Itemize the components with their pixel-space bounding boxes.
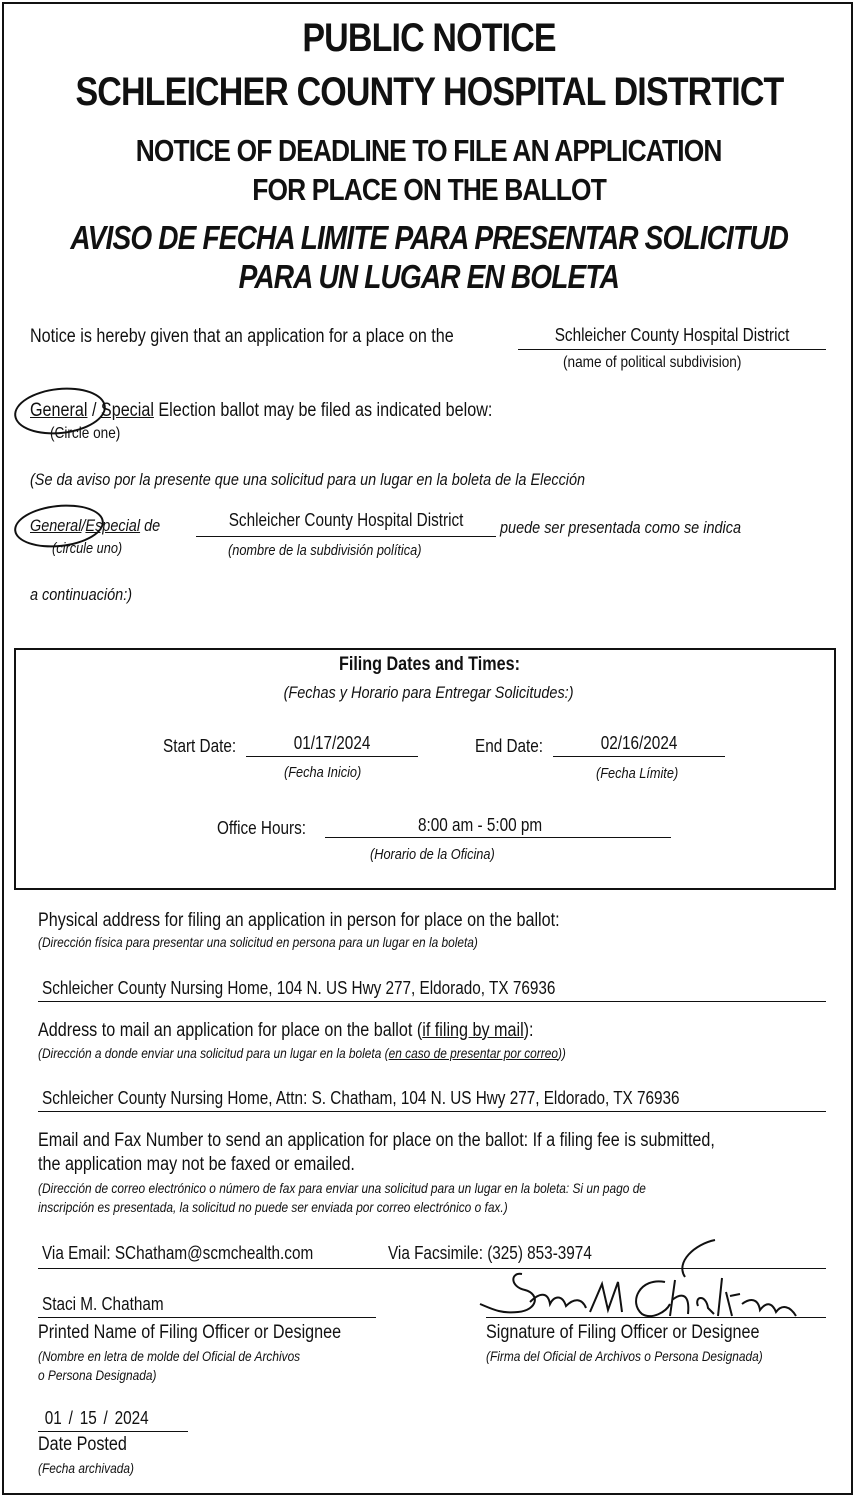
officer-name-value: Staci M. Chatham — [42, 1294, 164, 1314]
end-date-caption: (Fecha Límite) — [596, 765, 679, 782]
date-posted-day: 15 — [79, 1408, 97, 1428]
election-type-line — [30, 400, 574, 422]
end-date-line — [553, 756, 725, 757]
circle-caption: (Circle one) — [50, 425, 121, 442]
option-general: General — [30, 400, 88, 421]
physical-address-line — [38, 1001, 826, 1002]
office-hours-caption: (Horario de la Oficina) — [370, 846, 495, 863]
mail-address-value: Schleicher County Nursing Home, Attn: S. Chatham, 104 N. US Hwy 277, Eldorado, TX 76936 — [42, 1088, 680, 1108]
office-hours-label: Office Hours: — [217, 818, 307, 838]
email-fax-label-2: the application may not be faxed or emailed. — [38, 1154, 355, 1175]
election-text: Election ballot may be filed as indicated below: — [158, 400, 493, 421]
subdivision-value: Schleicher County Hospital District — [554, 325, 790, 345]
header-notice-deadline: NOTICE OF DEADLINE TO FILE AN APPLICATION — [136, 133, 722, 168]
signature-line — [486, 1317, 826, 1318]
mail-address-label-es: (Dirección a donde enviar una solicitud para un lugar en la boleta (en caso de presentar por correo)) — [38, 1045, 566, 1061]
end-date-label: End Date: — [475, 736, 544, 756]
signature-label: Signature of Filing Officer or Designee — [486, 1322, 760, 1343]
officer-name-line — [38, 1317, 376, 1318]
mail-address-line — [38, 1111, 826, 1112]
spanish-de: de — [144, 516, 161, 535]
spanish-subdivision-caption: (nombre de la subdivisión política) — [228, 542, 422, 559]
option-special: Special — [100, 400, 154, 421]
spanish-tail: puede ser presentada como se indica — [500, 518, 741, 537]
office-hours-line — [325, 837, 671, 838]
signature-label-es: (Firma del Oficial de Archivos o Persona Designada) — [486, 1348, 763, 1364]
date-sep-1: / — [68, 1408, 73, 1428]
spanish-subdivision-value: Schleicher County Hospital District — [228, 510, 464, 530]
date-sep-2: / — [103, 1408, 108, 1428]
opcion-slash: / — [81, 516, 86, 535]
date-posted-label-es: (Fecha archivada) — [38, 1460, 134, 1476]
officer-name-label-es-1: (Nombre en letra de molde del Oficial de Archivos — [38, 1348, 301, 1364]
subdivision-line — [518, 349, 826, 350]
end-date-value: 02/16/2024 — [600, 733, 678, 753]
date-posted-value — [38, 1408, 176, 1429]
filing-subtitle: (Fechas y Horario para Entregar Solicitudes:) — [284, 683, 574, 702]
date-posted-month: 01 — [44, 1408, 62, 1428]
fax-value: Via Facsimile: (325) 853-3974 — [388, 1243, 592, 1263]
physical-address-value: Schleicher County Nursing Home, 104 N. US Hwy 277, Eldorado, TX 76936 — [42, 978, 556, 998]
date-posted-line — [38, 1431, 188, 1432]
email-value: Via Email: SChatham@scmchealth.com — [42, 1243, 314, 1263]
opcion-general: General — [30, 516, 82, 535]
physical-address-label: Physical address for filing an application in person for place on the ballot: — [38, 910, 560, 931]
officer-name-label: Printed Name of Filing Officer or Designee — [38, 1322, 342, 1343]
handwritten-signature — [470, 1232, 800, 1327]
subdivision-caption: (name of political subdivision) — [563, 354, 742, 371]
header-place-ballot: FOR PLACE ON THE BALLOT — [252, 172, 606, 207]
start-date-line — [246, 756, 418, 757]
header-aviso: AVISO DE FECHA LIMITE PARA PRESENTAR SOLICITUD — [70, 219, 788, 256]
spanish-circle-caption: (circule uno) — [52, 540, 123, 557]
email-fax-label-es-1: (Dirección de correo electrónico o número de fax para enviar una solicitud para un lugar en la boleta: Si un pago de — [38, 1180, 646, 1196]
start-date-value: 01/17/2024 — [293, 733, 371, 753]
start-date-label: Start Date: — [163, 736, 237, 756]
header-lugar-boleta: PARA UN LUGAR EN BOLETA — [238, 258, 620, 295]
spanish-intro: (Se da aviso por la presente que una solicitud para un lugar en la boleta de la Elección — [30, 470, 586, 489]
email-fax-label-es-2: inscripción es presentada, la solicitud no puede ser enviada por correo electrónico o fax.) — [38, 1199, 508, 1215]
header-district: SCHLEICHER COUNTY HOSPITAL DISTRTICT — [75, 70, 783, 114]
start-date-caption: (Fecha Inicio) — [284, 764, 362, 781]
header-public-notice: PUBLIC NOTICE — [302, 16, 556, 60]
date-posted-year: 2024 — [114, 1408, 149, 1428]
physical-address-label-es: (Dirección física para presentar una solicitud en persona para un lugar en la boleta) — [38, 934, 478, 950]
option-slash: / — [91, 400, 97, 421]
officer-name-label-es-2: o Persona Designada) — [38, 1367, 157, 1383]
date-posted-label: Date Posted — [38, 1434, 127, 1455]
opcion-especial: Especial — [85, 516, 141, 535]
spanish-continuation: a continuación:) — [30, 585, 133, 604]
mail-address-label: Address to mail an application for place on the ballot (if filing by mail): — [38, 1020, 534, 1041]
notice-intro: Notice is hereby given that an application for a place on the — [30, 326, 454, 347]
email-fax-label-1: Email and Fax Number to send an application for place on the ballot: If a filing fee is submitted, — [38, 1130, 715, 1151]
spanish-subdivision-line — [196, 536, 496, 537]
office-hours-value: 8:00 am - 5:00 pm — [417, 815, 543, 835]
filing-title: Filing Dates and Times: — [338, 654, 520, 675]
